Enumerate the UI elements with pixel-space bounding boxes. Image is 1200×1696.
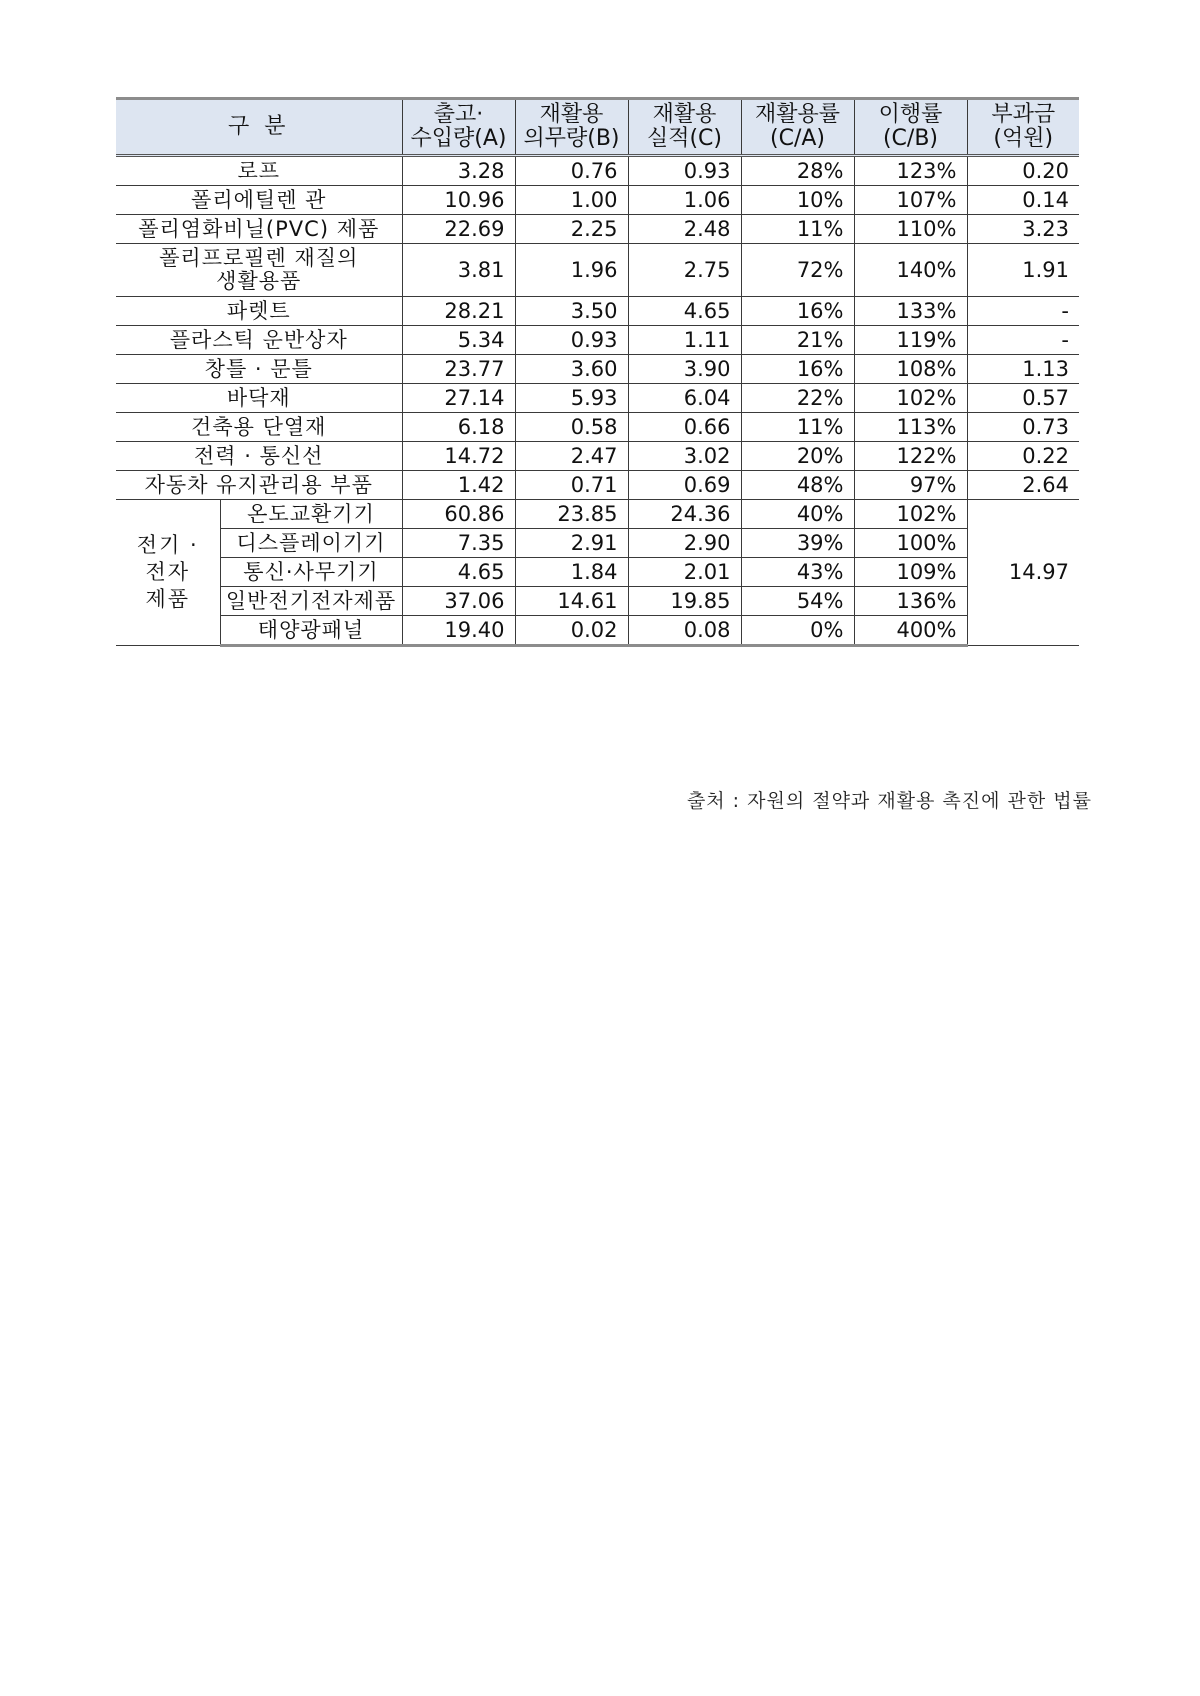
obligation-cell: 0.76 [515,156,628,186]
recycling-table [116,97,1079,647]
obligation-cell: 2.91 [515,529,628,558]
table-row [116,529,1079,558]
actual-cell: 2.01 [628,558,741,587]
shipment-cell: 4.65 [402,558,515,587]
shipment-cell: 1.42 [402,471,515,500]
recycle-rate-cell: 16% [741,355,854,384]
shipment-cell: 14.72 [402,442,515,471]
shipment-cell: 60.86 [402,500,515,529]
recycle-rate-cell: 39% [741,529,854,558]
table-row [116,500,1079,529]
item-name: 로프 [116,156,402,186]
item-name: 폴리프로필렌 재질의 생활용품 [116,244,402,297]
actual-cell: 0.66 [628,413,741,442]
recycle-rate-cell: 11% [741,215,854,244]
item-name: 플라스틱 운반상자 [116,326,402,355]
obligation-cell: 2.47 [515,442,628,471]
header-row [116,99,1079,156]
actual-cell: 6.04 [628,384,741,413]
recycle-rate-cell: 22% [741,384,854,413]
compliance-rate-cell: 107% [854,186,967,215]
header-obligation: 재활용 의무량(B) [515,99,628,156]
table-row [116,186,1079,215]
source-note: 출처 : 자원의 절약과 재활용 촉진에 관한 법률 [686,790,1092,812]
recycle-rate-cell: 16% [741,297,854,326]
obligation-cell: 3.60 [515,355,628,384]
shipment-cell: 3.28 [402,156,515,186]
charge-cell: 0.22 [967,442,1079,471]
recycle-rate-cell: 20% [741,442,854,471]
compliance-rate-cell: 133% [854,297,967,326]
item-name: 파렛트 [116,297,402,326]
compliance-rate-cell: 123% [854,156,967,186]
table-row [116,413,1079,442]
item-name: 전력 · 통신선 [116,442,402,471]
charge-cell: 2.64 [967,471,1079,500]
actual-cell: 0.08 [628,616,741,646]
recycle-rate-cell: 28% [741,156,854,186]
actual-cell: 3.02 [628,442,741,471]
actual-cell: 1.11 [628,326,741,355]
charge-cell: 0.73 [967,413,1079,442]
item-name: 일반전기전자제품 [220,587,402,616]
charge-cell: 1.91 [967,244,1079,297]
obligation-cell: 23.85 [515,500,628,529]
table-row [116,244,1079,297]
actual-cell: 1.06 [628,186,741,215]
obligation-cell: 0.58 [515,413,628,442]
item-name: 통신·사무기기 [220,558,402,587]
item-name: 폴리에틸렌 관 [116,186,402,215]
obligation-cell: 14.61 [515,587,628,616]
compliance-rate-cell: 110% [854,215,967,244]
header-compliance-rate: 이행률 (C/B) [854,99,967,156]
shipment-cell: 10.96 [402,186,515,215]
recycle-rate-cell: 0% [741,616,854,646]
charge-cell: 3.23 [967,215,1079,244]
table-row [116,616,1079,646]
recycle-rate-cell: 40% [741,500,854,529]
recycle-rate-cell: 72% [741,244,854,297]
table-row [116,215,1079,244]
obligation-cell: 1.96 [515,244,628,297]
charge-cell: 0.14 [967,186,1079,215]
shipment-cell: 3.81 [402,244,515,297]
compliance-rate-cell: 109% [854,558,967,587]
recycle-rate-cell: 54% [741,587,854,616]
actual-cell: 2.75 [628,244,741,297]
shipment-cell: 37.06 [402,587,515,616]
header-actual: 재활용 실적(C) [628,99,741,156]
actual-cell: 2.48 [628,215,741,244]
obligation-cell: 5.93 [515,384,628,413]
item-name: 바닥재 [116,384,402,413]
shipment-cell: 22.69 [402,215,515,244]
actual-cell: 0.93 [628,156,741,186]
compliance-rate-cell: 400% [854,616,967,646]
table-row [116,297,1079,326]
shipment-cell: 27.14 [402,384,515,413]
obligation-cell: 0.71 [515,471,628,500]
obligation-cell: 1.84 [515,558,628,587]
recycle-rate-cell: 48% [741,471,854,500]
shipment-cell: 28.21 [402,297,515,326]
compliance-rate-cell: 119% [854,326,967,355]
group-label-electronics: 전기 · 전자 제품 [116,500,220,646]
obligation-cell: 3.50 [515,297,628,326]
table-row [116,471,1079,500]
actual-cell: 3.90 [628,355,741,384]
shipment-cell: 19.40 [402,616,515,646]
item-name: 태양광패널 [220,616,402,646]
actual-cell: 2.90 [628,529,741,558]
compliance-rate-cell: 97% [854,471,967,500]
actual-cell: 19.85 [628,587,741,616]
item-name: 디스플레이기기 [220,529,402,558]
actual-cell: 24.36 [628,500,741,529]
compliance-rate-cell: 136% [854,587,967,616]
obligation-cell: 0.93 [515,326,628,355]
charge-cell: - [967,297,1079,326]
actual-cell: 4.65 [628,297,741,326]
charge-cell: 1.13 [967,355,1079,384]
table-row [116,384,1079,413]
item-name: 창틀 · 문틀 [116,355,402,384]
obligation-cell: 1.00 [515,186,628,215]
recycle-rate-cell: 11% [741,413,854,442]
charge-cell-electronics: 14.97 [967,500,1079,646]
item-name: 폴리염화비닐(PVC) 제품 [116,215,402,244]
compliance-rate-cell: 108% [854,355,967,384]
table-row [116,587,1079,616]
obligation-cell: 2.25 [515,215,628,244]
charge-cell: - [967,326,1079,355]
shipment-cell: 23.77 [402,355,515,384]
shipment-cell: 5.34 [402,326,515,355]
shipment-cell: 7.35 [402,529,515,558]
table-row [116,558,1079,587]
obligation-cell: 0.02 [515,616,628,646]
item-name: 자동차 유지관리용 부품 [116,471,402,500]
shipment-cell: 6.18 [402,413,515,442]
item-name: 건축용 단열재 [116,413,402,442]
compliance-rate-cell: 140% [854,244,967,297]
table-row [116,355,1079,384]
item-name: 온도교환기기 [220,500,402,529]
table-row [116,442,1079,471]
table-row [116,156,1079,186]
compliance-rate-cell: 113% [854,413,967,442]
compliance-rate-cell: 102% [854,500,967,529]
header-recycle-rate: 재활용률 (C/A) [741,99,854,156]
recycle-rate-cell: 43% [741,558,854,587]
compliance-rate-cell: 122% [854,442,967,471]
header-charge: 부과금 (억원) [967,99,1079,156]
recycle-rate-cell: 21% [741,326,854,355]
table-row [116,326,1079,355]
charge-cell: 0.20 [967,156,1079,186]
charge-cell: 0.57 [967,384,1079,413]
actual-cell: 0.69 [628,471,741,500]
compliance-rate-cell: 100% [854,529,967,558]
header-shipment: 출고· 수입량(A) [402,99,515,156]
header-category: 구 분 [116,99,402,156]
recycle-rate-cell: 10% [741,186,854,215]
compliance-rate-cell: 102% [854,384,967,413]
